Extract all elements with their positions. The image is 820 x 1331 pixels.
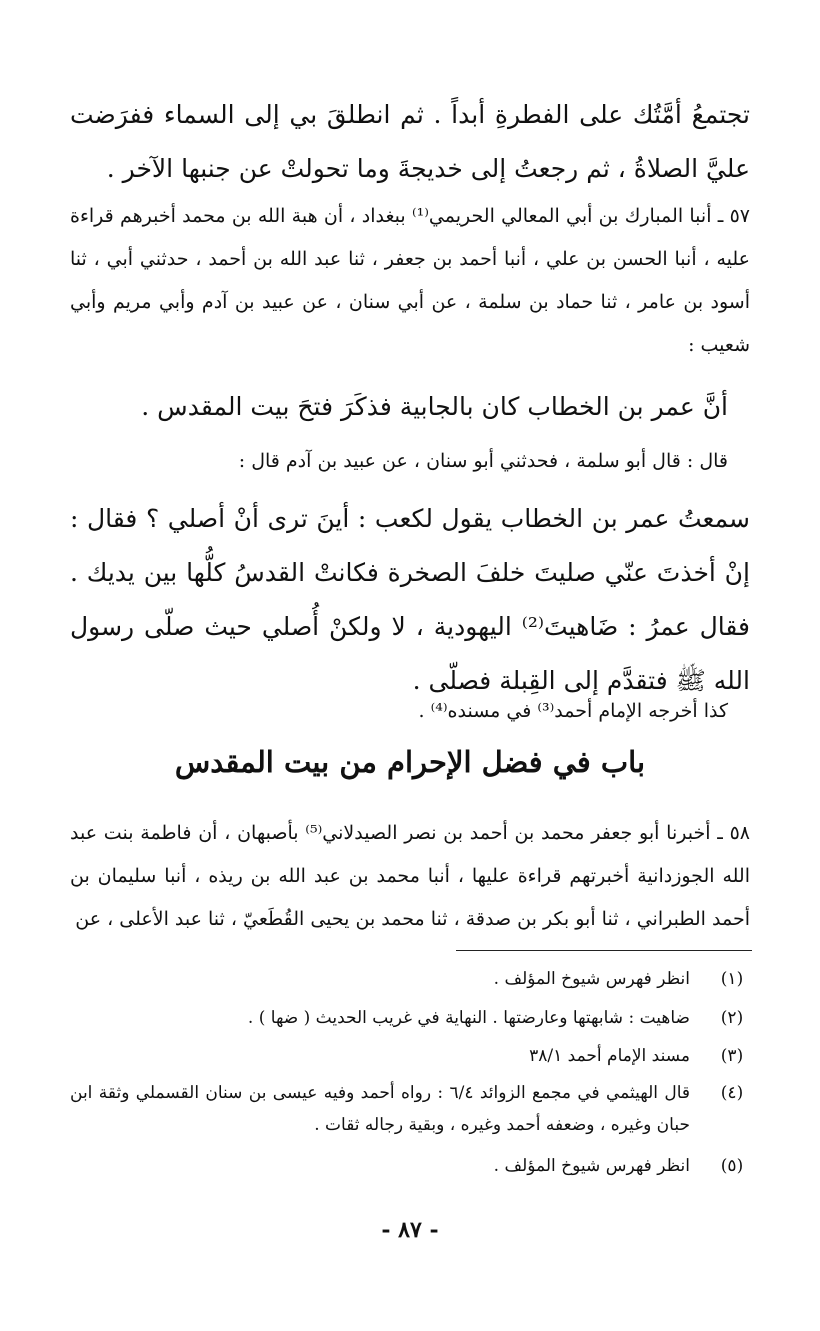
footnote-text: انظر فهرس شيوخ المؤلف . <box>493 1156 690 1176</box>
page-number: - ٨٧ - <box>381 1217 439 1243</box>
footnote-text: ضاهيت : شابهتها وعارضتها . النهاية في غريب الحديث ( ضها ) . <box>247 1008 690 1028</box>
footnote-2 <box>70 1002 750 1034</box>
paragraph-hadith-58-isnad: ٥٨ ـ أخبرنا أبو جعفر محمد بن أحمد بن نصر الصيدلاني⁽⁵⁾ بأصبهان ، أن فاطمة بنت عبد الله الجوزدانية أخبرتهم قراءة عليها ، أنبا محمد بن عبد الله بن ريذه ، أنبا سليمان بن أحمد الطبراني ، ثنا أبو بكر بن صدقة ، ثنا محمد بن يحيى القُطَعيّ ، ثنا عبد الأعلى ، عن <box>70 822 750 930</box>
footnote-divider <box>456 950 752 951</box>
footnote-3 <box>70 1040 750 1072</box>
paragraph-prophet-night-journey: تجتمعُ أمَّتُك على الفطرةِ أبداً . ثم انطلقَ بي إلى السماء ففرَضت عليَّ الصلاةُ ، ثم رجعتُ إلى خديجةَ وما تحولتْ عن جنبها الآخر . <box>70 100 750 183</box>
footnote-number: (٤) <box>720 1083 744 1103</box>
footnote-4 <box>70 1077 750 1141</box>
footnote-5 <box>70 1150 750 1182</box>
paragraph-umar-jabiya: أنَّ عمر بن الخطاب كان بالجابية فذكَرَ فتحَ بيت المقدس . <box>141 392 728 421</box>
paragraph-hadith-57-isnad: ٥٧ ـ أنبا المبارك بن أبي المعالي الحريمي⁽¹⁾ ببغداد ، أن هبة الله بن محمد أخبرهم قراءة عليه ، أنبا الحسن بن علي ، أنبا أحمد بن جعفر ، ثنا عبد الله بن أحمد ، حدثني أبي ، ثنا أسود بن عامر ، ثنا حماد بن سلمة ، عن أبي سنان ، عن عبيد بن آدم وأبي مريم وأبي شعيب : <box>70 205 750 356</box>
footnote-1 <box>70 963 750 995</box>
footnote-number: (٢) <box>720 1008 744 1028</box>
footnote-number: (٣) <box>720 1046 744 1066</box>
chapter-heading: باب في فضل الإحرام من بيت المقدس <box>174 745 646 779</box>
footnote-text: مسند الإمام أحمد ٣٨/١ <box>529 1046 690 1066</box>
paragraph-abu-salama-chain: قال : قال أبو سلمة ، فحدثني أبو سنان ، عن عبيد بن آدم قال : <box>238 450 728 472</box>
footnote-text: قال الهيثمي في مجمع الزوائد ٦/٤ : رواه أحمد وفيه عيسى بن سنان القسملي وثقة ابن حبان وغيره ، وضعفه أحمد وغيره ، وبقية رجاله ثقات . <box>70 1083 690 1135</box>
paragraph-ahmad-attribution: كذا أخرجه الإمام أحمد⁽³⁾ في مسنده⁽⁴⁾ . <box>418 700 728 722</box>
book-page <box>70 0 750 1331</box>
paragraph-umar-kaab-dialogue: سمعتُ عمر بن الخطاب يقول لكعب : أينَ ترى أنْ أصلي ؟ فقال : إنْ أخذتَ عنّي صليتَ خلفَ الصخرة فكانتْ القدسُ كلُّها بين يديك . فقال عمرُ : ضَاهيتَ⁽²⁾ اليهودية ، لا ولكنْ أُصلي حيث صلّى رسول الله ﷺ فتقدَّم إلى القِبلة فصلّى . <box>70 504 750 695</box>
footnote-number: (١) <box>720 969 744 989</box>
footnote-number: (٥) <box>720 1156 744 1176</box>
footnote-text: انظر فهرس شيوخ المؤلف . <box>493 969 690 989</box>
